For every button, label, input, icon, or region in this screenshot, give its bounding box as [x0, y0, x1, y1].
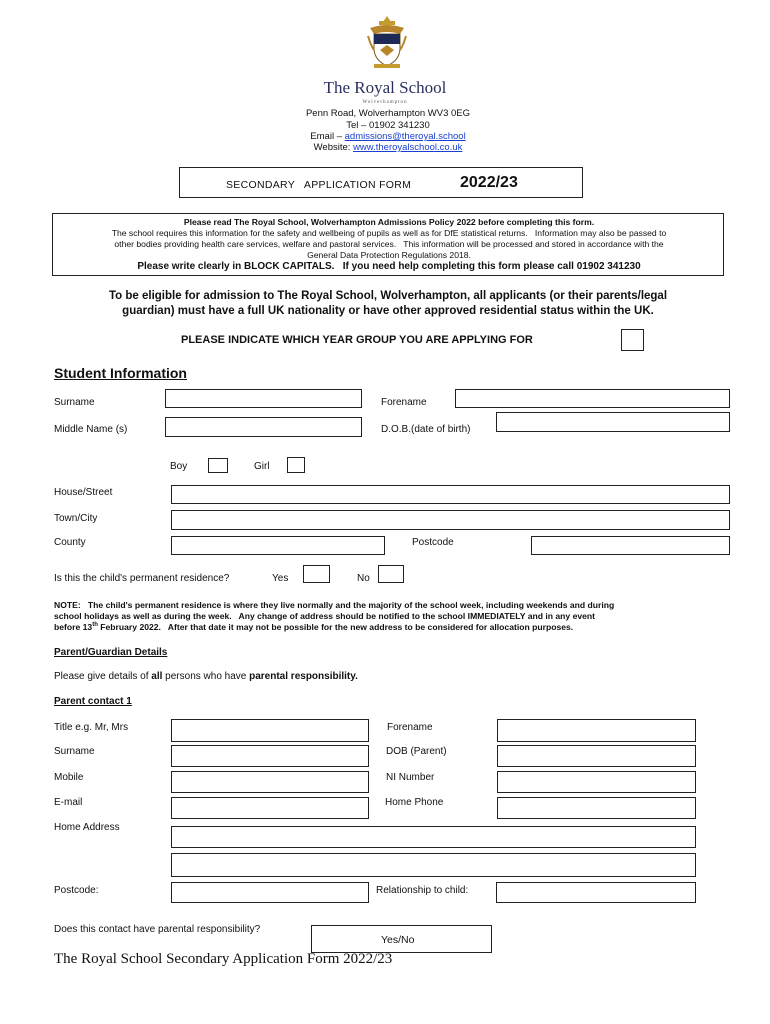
forename-label: Forename	[381, 397, 427, 408]
parent-surname-label: Surname	[54, 746, 95, 757]
email-link[interactable]: admissions@theroyal.school	[344, 131, 466, 142]
relationship-label: Relationship to child:	[376, 885, 469, 896]
residence-yes-checkbox[interactable]	[303, 565, 330, 583]
permanent-residence-question: Is this the child's permanent residence?	[54, 573, 230, 584]
instruction-part-2: all	[151, 671, 163, 682]
school-telephone: Tel – 01902 341230	[346, 120, 430, 131]
boy-checkbox[interactable]	[208, 458, 228, 473]
website-link[interactable]: www.theroyalschool.co.uk	[353, 142, 463, 153]
girl-checkbox[interactable]	[287, 457, 305, 473]
note-line-2: school holidays as well as during the week. Any change of address should be notified to the school IMMEDIATELY and in any event	[54, 611, 596, 621]
parent-ni-input[interactable]	[497, 771, 696, 793]
note-line-3-sup: th	[92, 622, 98, 629]
student-dob-input[interactable]	[496, 412, 730, 432]
year-group-input[interactable]	[621, 329, 644, 351]
town-city-label: Town/City	[54, 513, 98, 524]
notice-line-3: other bodies providing health care services, welfare and pastoral services. This information will be processed and stored in accordance with the	[114, 239, 664, 249]
parent-title-input[interactable]	[171, 719, 369, 742]
parent-mobile-input[interactable]	[171, 771, 369, 793]
parent-ni-label: NI Number	[386, 772, 435, 783]
parent-postcode-input[interactable]	[171, 882, 369, 903]
parent-home-address-line-2[interactable]	[171, 853, 696, 877]
notice-line-4: General Data Protection Regulations 2018.	[307, 250, 471, 260]
school-email-line	[0, 131, 770, 142]
residence-no-label: No	[357, 573, 370, 584]
school-address: Penn Road, Wolverhampton WV3 0EG	[305, 108, 471, 119]
parent-contact-1-heading: Parent contact 1	[54, 696, 132, 707]
parent-title-label: Title e.g. Mr, Mrs	[54, 722, 129, 733]
school-location: Wolverhampton	[362, 100, 408, 105]
email-label: Email –	[310, 131, 345, 142]
form-year: 2022/23	[460, 174, 518, 191]
eligibility-line-2: guardian) must have a full UK nationality or have other approved residential status within the UK.	[122, 305, 654, 317]
residence-yes-label: Yes	[272, 573, 289, 584]
surname-label: Surname	[54, 397, 95, 408]
school-name: The Royal School	[323, 78, 447, 97]
note-line-3	[54, 622, 573, 632]
note-line-3-end: February 2022. After that date it may not be possible for the new address to be considered for allocation purposes.	[97, 622, 574, 632]
student-info-heading: Student Information	[54, 365, 187, 381]
parental-responsibility-answer-box[interactable]	[311, 925, 492, 953]
parent-mobile-label: Mobile	[54, 772, 84, 783]
parent-dob-label: DOB (Parent)	[386, 746, 447, 757]
relationship-input[interactable]	[496, 882, 696, 903]
student-forename-input[interactable]	[455, 389, 730, 408]
county-label: County	[54, 537, 86, 548]
note-line-3-start: before 13	[54, 622, 93, 632]
parent-home-address-label: Home Address	[54, 822, 120, 833]
postcode-label: Postcode	[412, 537, 454, 548]
parent-email-label: E-mail	[54, 797, 83, 808]
school-crest-logo	[366, 14, 408, 70]
parent-home-phone-label: Home Phone	[385, 797, 444, 808]
middle-name-label: Middle Name (s)	[54, 424, 128, 435]
eligibility-line-1: To be eligible for admission to The Royal School, Wolverhampton, all applicants (or their parents/legal	[108, 290, 668, 302]
house-street-label: House/Street	[54, 487, 113, 498]
town-city-input[interactable]	[171, 510, 730, 530]
form-title: SECONDARY APPLICATION FORM	[226, 179, 412, 191]
school-website-line	[0, 142, 770, 153]
parent-forename-input[interactable]	[497, 719, 696, 742]
parent-home-phone-input[interactable]	[497, 797, 696, 819]
parent-email-input[interactable]	[171, 797, 369, 819]
parental-responsibility-question: Does this contact have parental responsibility?	[54, 924, 261, 935]
parent-home-address-line-1[interactable]	[171, 826, 696, 848]
footer-title: The Royal School Secondary Application Form 2022/23	[54, 951, 393, 967]
girl-label: Girl	[254, 461, 270, 472]
parent-dob-input[interactable]	[497, 745, 696, 767]
parent-postcode-label: Postcode:	[54, 885, 99, 896]
note-line-1: NOTE: The child's permanent residence is where they live normally and the majority of the school week, including weekends and during	[54, 600, 615, 610]
website-label: Website:	[313, 142, 354, 153]
form-title-box	[179, 167, 583, 198]
student-middle-name-input[interactable]	[165, 417, 362, 437]
notice-line-1: Please read The Royal School, Wolverhampton Admissions Policy 2022 before completing this form.	[183, 217, 595, 227]
residence-no-checkbox[interactable]	[378, 565, 404, 583]
student-surname-input[interactable]	[165, 389, 362, 408]
parent-guardian-heading: Parent/Guardian Details	[54, 647, 168, 658]
parent-surname-input[interactable]	[171, 745, 369, 767]
postcode-input[interactable]	[531, 536, 730, 555]
parent-forename-label: Forename	[387, 722, 433, 733]
parental-responsibility-instruction	[54, 671, 358, 682]
notice-line-5: Please write clearly in BLOCK CAPITALS. If you need help completing this form please call 01902 341230	[137, 261, 641, 272]
instruction-part-1: Please give details of	[54, 671, 152, 682]
notice-line-2: The school requires this information for the safety and wellbeing of pupils as well as for DfE statistical returns. Information may also be passed to	[111, 228, 667, 238]
yes-no-option: Yes/No	[381, 934, 415, 946]
boy-label: Boy	[170, 461, 188, 472]
instruction-part-3: persons who have	[162, 671, 250, 682]
house-street-input[interactable]	[171, 485, 730, 504]
county-input[interactable]	[171, 536, 385, 555]
instruction-part-4: parental responsibility.	[249, 671, 358, 682]
year-group-prompt: PLEASE INDICATE WHICH YEAR GROUP YOU ARE APPLYING FOR	[181, 334, 533, 346]
notice-box	[52, 213, 724, 276]
dob-label: D.O.B.(date of birth)	[381, 424, 471, 435]
